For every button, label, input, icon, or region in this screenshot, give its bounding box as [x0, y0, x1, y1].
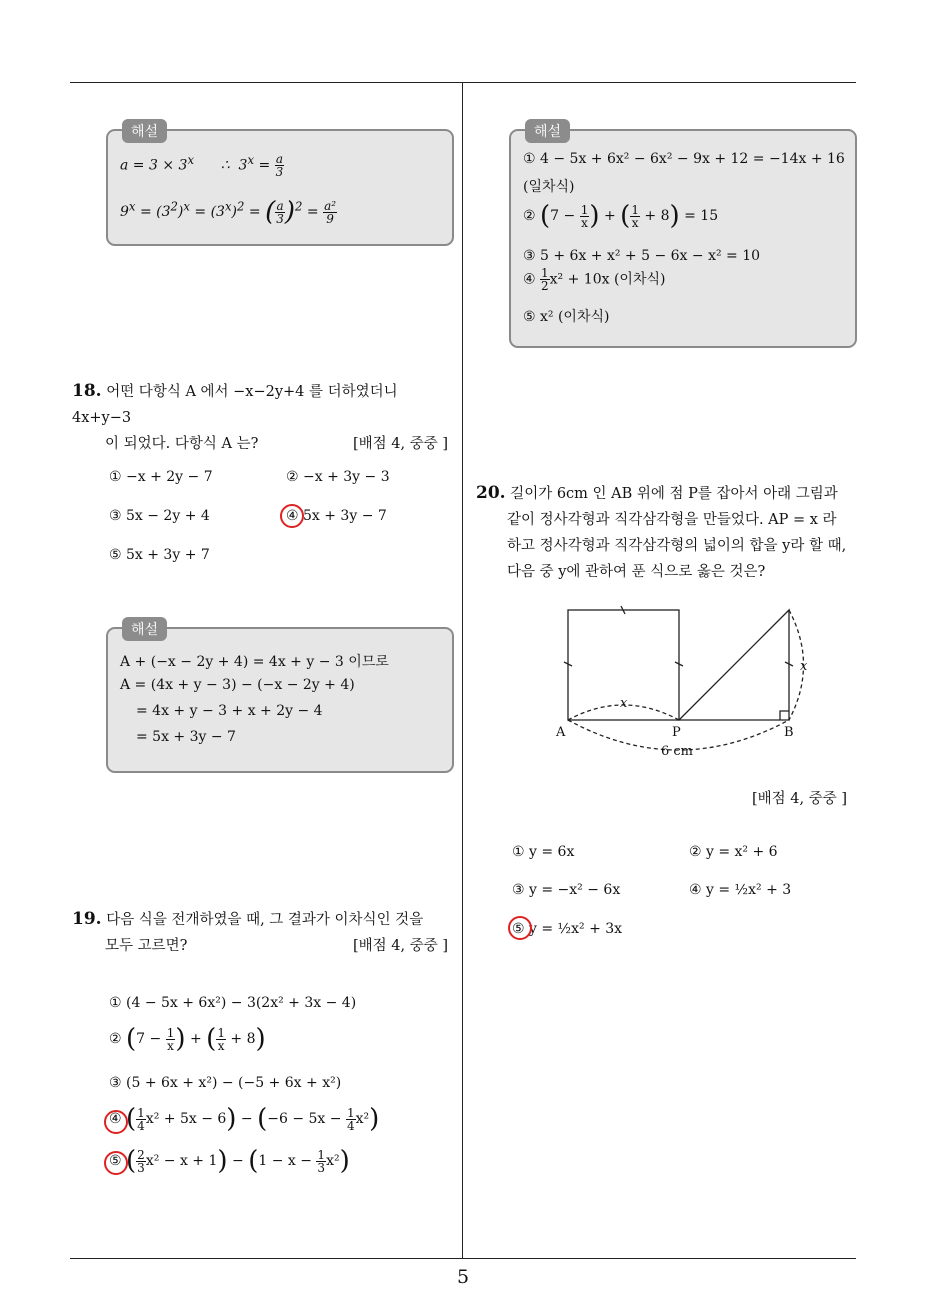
- page-number: 5: [456, 1266, 470, 1288]
- question-19: [72, 906, 452, 959]
- solution-line: (일차식): [523, 179, 575, 195]
- score: [배점 4, 중중 ]: [352, 436, 448, 452]
- figure-square-triangle: [548, 602, 838, 762]
- solution-line: = 5x + 3y − 7: [136, 729, 236, 745]
- answer-mark: [508, 916, 532, 940]
- label-x-side: x: [800, 659, 808, 674]
- solution-line: $9^x = (3^2)^x = (3^x)^2$ = ( $\frac{a}{3}$ )$^2$ = $\frac{\text{a²}}{9}$: [120, 197, 337, 227]
- label-b: B: [784, 725, 794, 740]
- score: [배점 4, 중중 ]: [752, 791, 848, 807]
- question-text: 어떤 다항식 A 에서 −x−2y+4 를 더하였더니 4x+y−3: [72, 384, 398, 426]
- solution-line: = 4x + y − 3 + x + 2y − 4: [136, 703, 323, 719]
- option-1[interactable]: ① −x + 2y − 7: [109, 469, 213, 485]
- solution-label: 해설: [122, 617, 167, 641]
- solution-box-18: [106, 622, 454, 773]
- question-18: [72, 378, 452, 457]
- question-text: 하고 정사각형과 직각삼각형의 넓이의 합을 y라 할 때,: [507, 538, 847, 554]
- label-p: P: [672, 725, 681, 740]
- option-3[interactable]: ③ 5x − 2y + 4: [109, 508, 210, 524]
- answer-mark: [280, 504, 304, 528]
- solution-label: 해설: [122, 119, 167, 143]
- right-triangle: [679, 610, 789, 720]
- question-text: 다음 중 y에 관하여 푼 식으로 옳은 것은?: [507, 564, 766, 580]
- option-4[interactable]: ④ y = ½x² + 3: [689, 882, 792, 898]
- option-4[interactable]: ④ 5x + 3y − 7: [286, 508, 387, 524]
- score: [배점 4, 중중 ]: [352, 938, 448, 954]
- question-text: 모두 고르면?: [105, 938, 188, 954]
- column-divider: [462, 83, 463, 1258]
- label-a: A: [556, 725, 566, 740]
- question-text: 같이 정사각형과 직각삼각형을 만들었다. AP = x 라: [507, 512, 837, 528]
- option-3[interactable]: ③ (5 + 6x + x²) − (−5 + 6x + x²): [109, 1075, 342, 1091]
- answer-mark: [104, 1110, 128, 1134]
- question-text: 이 되었다. 다항식 A 는?: [105, 436, 259, 452]
- solution-line: ③ 5 + 6x + x² + 5 − 6x − x² = 10: [523, 248, 761, 264]
- solution-box-17: [106, 124, 454, 246]
- solution-box-19: [509, 124, 857, 348]
- option-1[interactable]: ① (4 − 5x + 6x²) − 3(2x² + 3x − 4): [109, 995, 357, 1011]
- bottom-rule: [70, 1258, 856, 1259]
- question-text: 다음 식을 전개하였을 때, 그 결과가 이차식인 것을: [106, 912, 424, 928]
- question-20: [476, 480, 860, 585]
- option-5[interactable]: ⑤ 5x + 3y + 7: [109, 547, 210, 563]
- solution-line: ① 4 − 5x + 6x² − 6x² − 9x + 12 = −14x + 16: [523, 151, 845, 167]
- label-6cm: 6 cm: [661, 744, 694, 759]
- option-3[interactable]: ③ y = −x² − 6x: [512, 882, 621, 898]
- question-text: 길이가 6cm 인 AB 위에 점 P를 잡아서 아래 그림과: [510, 486, 838, 502]
- option-5[interactable]: ⑤ y = ½x² + 3x: [512, 921, 623, 937]
- solution-line: ② (7 − $\frac{1}{x}$ ) + ( $\frac{1}{x}$ + 8) = 15: [523, 201, 719, 231]
- solution-label: 해설: [525, 119, 570, 143]
- solution-line: ⑤ x² (이차식): [523, 309, 610, 325]
- solution-line: A + (−x − 2y + 4) = 4x + y − 3 이므로: [120, 654, 389, 670]
- question-number: 18.: [72, 381, 102, 401]
- option-5[interactable]: ⑤ ( $\frac{2}{3}$ x² − x + 1) − (1 − x − $\frac{1}{3}$ x²): [109, 1146, 350, 1176]
- solution-line: $a = 3 \times 3^x$ ∴ $3^x$ = $\frac{a}{3}$: [120, 152, 284, 180]
- solution-line: A = (4x + y − 3) − (−x − 2y + 4): [120, 677, 355, 693]
- option-4[interactable]: ④ ( $\frac{1}{4}$ x² + 5x − 6) − (−6 − 5x − $\frac{1}{4}$ x²): [109, 1104, 380, 1134]
- option-2[interactable]: ② −x + 3y − 3: [286, 469, 390, 485]
- top-rule: [70, 82, 856, 83]
- option-2[interactable]: ② y = x² + 6: [689, 844, 778, 860]
- answer-mark: [104, 1151, 128, 1175]
- option-2[interactable]: ② (7 − $\frac{1}{x}$ ) + ( $\frac{1}{x}$ + 8): [109, 1024, 266, 1054]
- label-x-bottom: x: [620, 696, 628, 711]
- question-number: 19.: [72, 909, 102, 929]
- right-angle-mark: [780, 711, 789, 720]
- solution-line: ④ $\frac{1}{2}$ x² + 10x (이차식): [523, 266, 666, 293]
- question-number: 20.: [476, 483, 506, 503]
- option-1[interactable]: ① y = 6x: [512, 844, 575, 860]
